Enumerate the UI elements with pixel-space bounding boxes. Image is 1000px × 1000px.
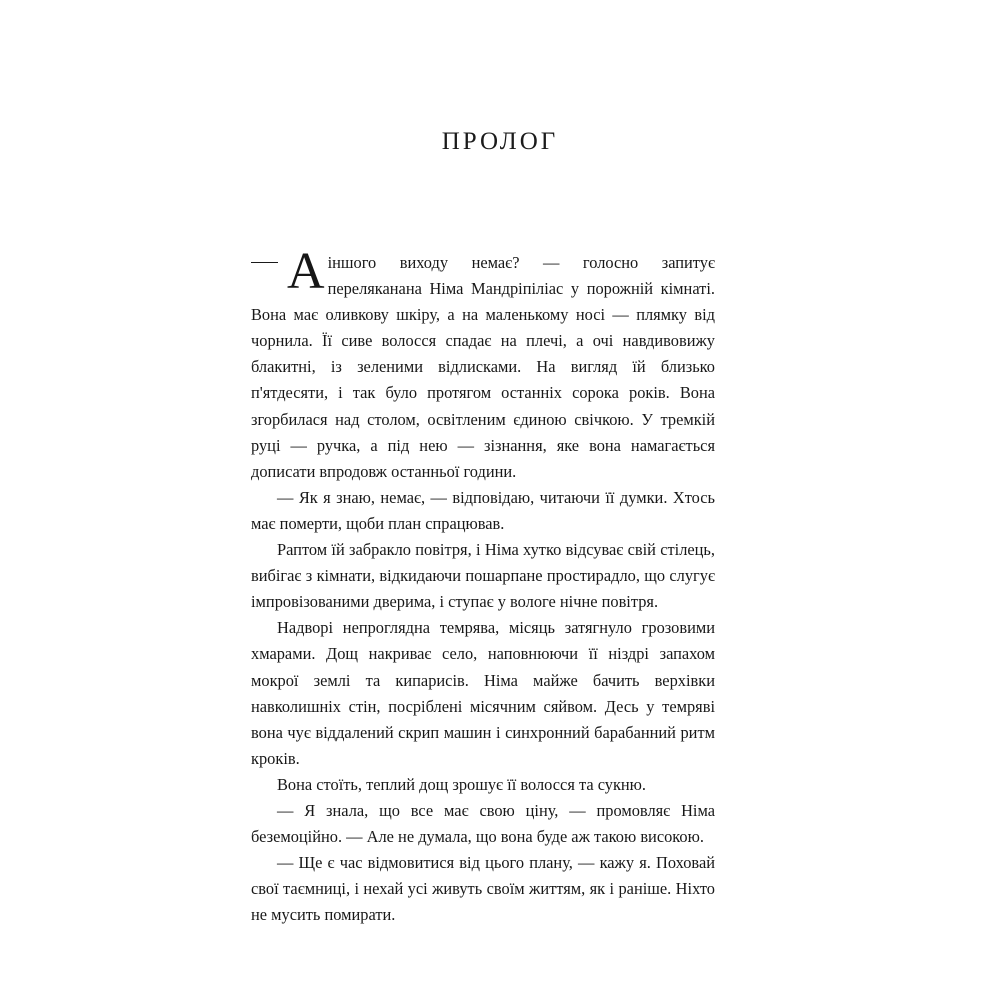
paragraph-3: Раптом їй забракло повітря, і Німа хутко відсуває свій стілець, вибігає з кімнати, відкидаючи пошарпане простирадло, що слугує імпровізованими дверима, і ступає у вологе нічне повітря. — [251, 540, 715, 612]
paragraph-4: Надворі непроглядна темрява, місяць затягнуло грозовими хмарами. Дощ накриває село, наповнюючи її ніздрі запахом мокрої землі та кипарисів. Німа майже бачить верхівки навколишніх стін, посріблені місячним сяйвом. Десь у темряві вона чує віддалений скрип машин і синхронний барабанний ритм кроків. — [251, 618, 715, 768]
paragraph-7: — Ще є час відмовитися від цього плану, — кажу я. Поховай свої таємниці, і нехай усі живуть своїм життям, як і раніше. Ніхто не мусить помирати. — [251, 853, 715, 925]
paragraph-1-text: іншого виходу немає? — голосно запитує переляканана Німа Мандріпіліас у порожній кімнаті. Вона має оливкову шкіру, а на маленькому носі — плямку від чорнила. Її сиве волосся спадає на плечі, а очі навдивовижу блакитні, із зеленими відлисками. На вигляд їй близько п'ятдесяти, і так було протягом останніх сорока років. Вона згорбилася над столом, освітленим єдиною свічкою. У тремкій руці — ручка, а під нею — зізнання, яке вона намагається дописати впродовж останньої години. — [251, 253, 715, 481]
em-dash-mark — [251, 262, 278, 263]
paragraph-1 — [251, 243, 715, 485]
drop-cap: А — [287, 243, 325, 300]
body-text — [251, 243, 715, 928]
paragraph-6: — Я знала, що все має свою ціну, — промовляє Німа беземоційно. — Але не думала, що вона буде аж такою високою. — [251, 800, 715, 847]
paragraph-2: — Як я знаю, немає, — відповідаю, читаючи її думки. Хтось має померти, щоби план спрацював. — [251, 487, 715, 533]
paragraph-5: Вона стоїть, теплий дощ зрошує її волосся та сукню. — [277, 774, 647, 794]
page-title: ПРОЛОГ — [441, 128, 559, 155]
